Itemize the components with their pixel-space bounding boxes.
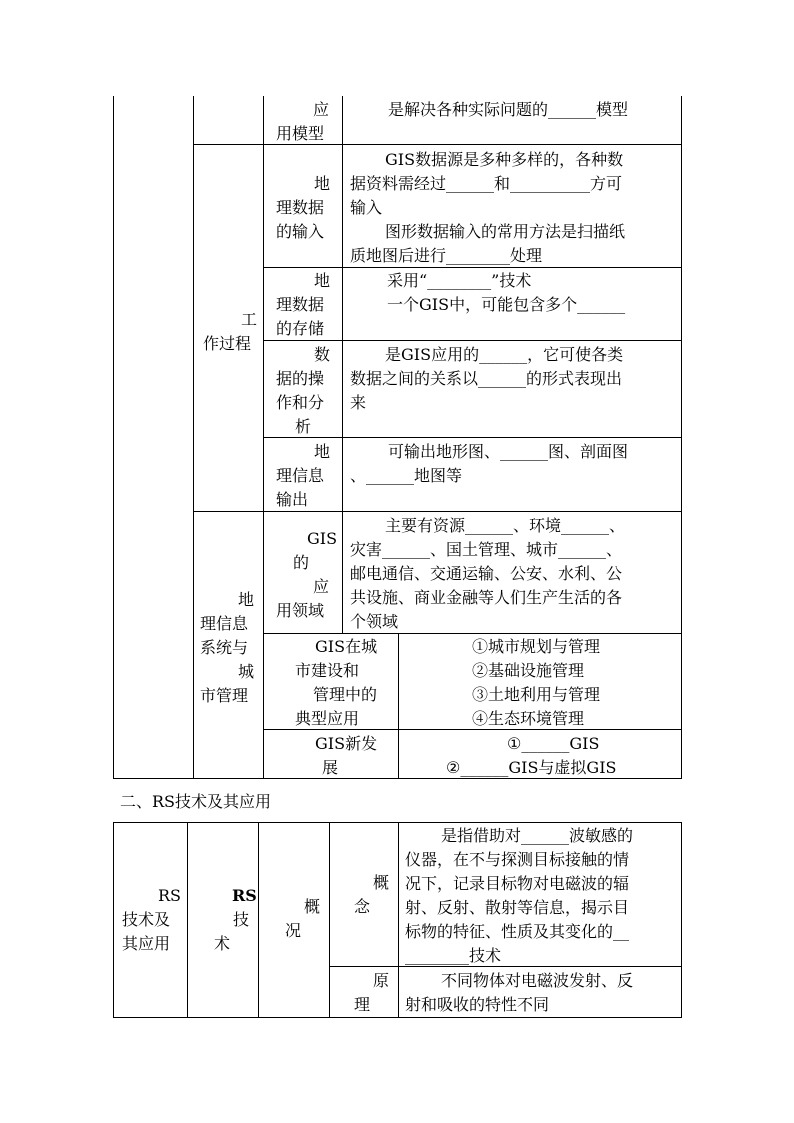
row6-col3-line2: 市建设和: [295, 661, 360, 680]
row2-col4-line2: 一个GIS中，可能包含多个______: [387, 295, 626, 314]
t2-principle-line1: 不同物体对电磁波发射、反: [441, 971, 634, 990]
row2-col3-line2: 理数据: [276, 295, 325, 314]
t2-col1-line3: 其应用: [122, 934, 171, 953]
row3-col3-line1: 数: [314, 345, 331, 364]
row6-col3-line3: 管理中的: [313, 685, 378, 704]
row6-col4-line1: ①城市规划与管理: [472, 637, 601, 656]
t2-principle-line2: 射和吸收的特性不同: [405, 995, 550, 1014]
row1-col3-line2: 理数据: [276, 198, 325, 217]
row2-col4-line1: 采用“________”技术: [387, 271, 532, 290]
t2-col3-line1: 概: [304, 897, 321, 916]
work-process-label-2: 作过程: [203, 334, 252, 353]
t2-concept-label-2: 念: [354, 897, 371, 916]
t2-col2-line3: 术: [214, 934, 231, 953]
row4-col3-line3: 输出: [276, 490, 309, 509]
row7-col3-line2: 展: [322, 758, 339, 777]
row3-col4-line2: 数据之间的关系以______的形式表现出: [350, 369, 623, 388]
row0-col3-line1: 应: [313, 100, 330, 119]
t2-concept-line5: 标物的特征、性质及其变化的__: [405, 922, 630, 941]
t2-principle-label-2: 理: [354, 995, 371, 1014]
row5-col3-line4: 用领域: [276, 601, 325, 620]
row6-col3-line4: 典型应用: [295, 709, 360, 728]
t2-concept-line1: 是指借助对______波敏感的: [441, 826, 634, 845]
row5-col4-line1: 主要有资源______、环境______、: [385, 516, 626, 535]
row2-col3-line3: 的存储: [276, 319, 325, 338]
row1-col4-line3: 输入: [350, 198, 383, 217]
row5-col4-line5: 个领域: [350, 612, 399, 631]
work-process-label-1: 工: [241, 310, 258, 329]
row1-col4-line4: 图形数据输入的常用方法是扫描纸: [385, 222, 626, 241]
t2-principle-label-1: 原: [373, 971, 390, 990]
row4-col4-line1: 可输出地形图、______图、剖面图: [388, 442, 629, 461]
row1-col4-line1: GIS数据源是多种多样的，各种数: [385, 150, 624, 169]
row4-col3-line1: 地: [314, 442, 331, 461]
row6-col4-line4: ④生态环境管理: [472, 709, 585, 728]
row7-col4-line1: ①______GIS: [507, 734, 600, 753]
row1-col3-line1: 地: [314, 174, 331, 193]
row6-col4-line3: ③土地利用与管理: [472, 685, 601, 704]
t2-col3-line2: 况: [285, 921, 302, 940]
row5-col3-line1: GIS: [307, 529, 338, 548]
row4-col4-line2: 、______地图等: [350, 466, 463, 485]
t2-concept-line2: 仪器，在不与探测目标接触的情: [405, 850, 630, 869]
row5-col3-line2: 的: [293, 553, 310, 572]
t2-col2-line1: RS: [232, 886, 257, 905]
row6-col3-line1: GIS在城: [315, 637, 378, 656]
gis-city-label-2: 理信息: [200, 614, 249, 633]
gis-city-label-1: 地: [238, 590, 255, 609]
row6-col4-line2: ②基础设施管理: [472, 661, 585, 680]
t2-col1-line1: RS: [158, 886, 182, 905]
row1-col4-line5: 质地图后进行________处理: [350, 246, 543, 265]
t2-concept-line3: 况下，记录目标物对电磁波的辐: [405, 874, 630, 893]
t2-concept-line6: ________技术: [405, 946, 502, 965]
row0-col3-line2: 用模型: [276, 124, 325, 143]
row7-col4-line2: ②______GIS与虚拟GIS: [446, 758, 617, 777]
row3-col4-line1: 是GIS应用的______，它可使各类: [385, 345, 624, 364]
row2-col3-line1: 地: [314, 271, 331, 290]
row5-col4-line4: 共设施、商业金融等人们生产生活的各: [350, 588, 623, 607]
section-heading: 二、RS技术及其应用: [120, 792, 272, 811]
t2-col2-line2: 技: [233, 910, 250, 929]
row4-col3-line2: 理信息: [276, 466, 325, 485]
row5-col3-line3: 应: [313, 577, 330, 596]
t2-concept-line4: 射、反射、散射等信息，揭示目: [405, 898, 630, 917]
t2-col1-line2: 技术及: [122, 910, 171, 929]
row3-col4-line3: 来: [350, 393, 367, 412]
row3-col3-line2: 据的操: [276, 369, 325, 388]
gis-city-label-4: 城: [238, 662, 255, 681]
row1-col3-line3: 的输入: [276, 222, 325, 241]
row1-col4-line2: 据资料需经过______和__________方可: [350, 174, 623, 193]
row5-col4-line2: 灾害______、国土管理、城市______、: [350, 540, 623, 559]
gis-city-label-5: 市管理: [200, 686, 249, 705]
row0-col4: 是解决各种实际问题的______模型: [388, 100, 629, 119]
row3-col3-line3: 作和分: [276, 393, 325, 412]
t2-concept-label-1: 概: [373, 873, 390, 892]
row7-col3-line1: GIS新发: [315, 734, 378, 753]
row3-col3-line4: 析: [295, 417, 312, 436]
gis-city-label-3: 系统与: [200, 638, 249, 657]
row5-col4-line3: 邮电通信、交通运输、公安、水利、公: [350, 564, 623, 583]
